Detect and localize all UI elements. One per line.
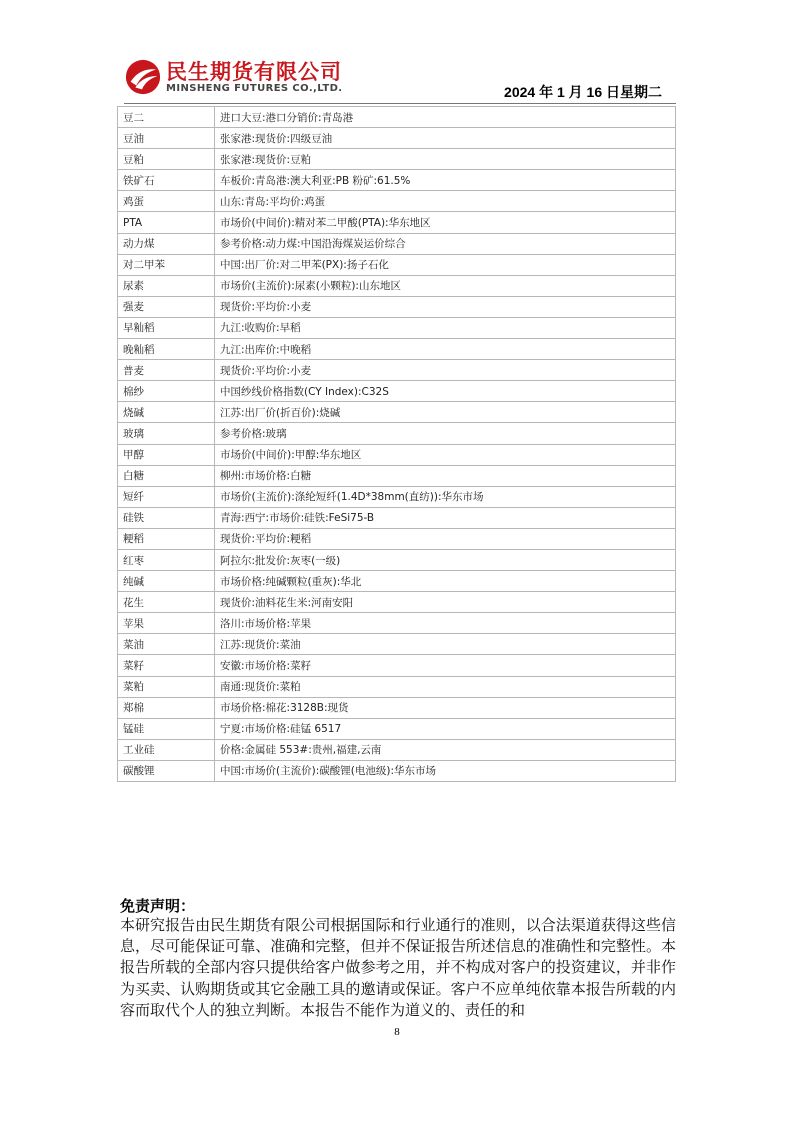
price-source-cell: 进口大豆:港口分销价:青岛港 bbox=[215, 107, 676, 128]
price-source-cell: 现货价:平均价:小麦 bbox=[215, 296, 676, 317]
table-row bbox=[118, 697, 676, 718]
price-source-cell: 市场价(主流价):尿素(小颗粒):山东地区 bbox=[215, 275, 676, 296]
price-source-cell: 宁夏:市场价格:硅锰 6517 bbox=[215, 718, 676, 739]
report-date: 2024 年 1 月 16 日星期二 bbox=[504, 84, 662, 100]
table-row bbox=[118, 128, 676, 149]
price-source-cell: 张家港:现货价:豆粕 bbox=[215, 149, 676, 170]
table-row bbox=[118, 212, 676, 233]
price-source-cell: 参考价格:玻璃 bbox=[215, 423, 676, 444]
table-row bbox=[118, 170, 676, 191]
price-source-cell: 现货价:平均价:粳稻 bbox=[215, 528, 676, 549]
table-row bbox=[118, 760, 676, 781]
price-source-cell: 九江:出库价:中晚稻 bbox=[215, 339, 676, 360]
price-source-cell: 柳州:市场价格:白糖 bbox=[215, 465, 676, 486]
variety-cell: 豆二 bbox=[118, 107, 215, 128]
table-row bbox=[118, 339, 676, 360]
variety-cell: 粳稻 bbox=[118, 528, 215, 549]
table-row bbox=[118, 676, 676, 697]
table-row bbox=[118, 191, 676, 212]
disclaimer-title: 免责声明： bbox=[120, 897, 196, 915]
table-row bbox=[118, 381, 676, 402]
price-source-table bbox=[117, 106, 676, 782]
price-source-cell: 江苏:现货价:菜油 bbox=[215, 634, 676, 655]
variety-cell: 硅铁 bbox=[118, 507, 215, 528]
variety-cell: 豆油 bbox=[118, 128, 215, 149]
price-source-cell: 江苏:出厂价(折百价):烧碱 bbox=[215, 402, 676, 423]
price-source-cell: 市场价格:棉花:3128B:现货 bbox=[215, 697, 676, 718]
table-row bbox=[118, 360, 676, 381]
price-source-cell: 洛川:市场价格:苹果 bbox=[215, 613, 676, 634]
price-source-cell: 山东:青岛:平均价:鸡蛋 bbox=[215, 191, 676, 212]
table-row bbox=[118, 486, 676, 507]
variety-cell: 花生 bbox=[118, 592, 215, 613]
variety-cell: 纯碱 bbox=[118, 571, 215, 592]
table-row bbox=[118, 613, 676, 634]
company-name-en: MINSHENG FUTURES CO.,LTD. bbox=[166, 83, 343, 94]
page-number: 8 bbox=[394, 1026, 400, 1038]
company-name-cn: 民生期货有限公司 bbox=[166, 60, 342, 84]
price-source-cell: 市场价(主流价):涤纶短纤(1.4D*38mm(直纺)):华东市场 bbox=[215, 486, 676, 507]
table-row bbox=[118, 465, 676, 486]
table-row bbox=[118, 423, 676, 444]
variety-cell: 白糖 bbox=[118, 465, 215, 486]
price-source-cell: 中国:市场价(主流价):碳酸锂(电池级):华东市场 bbox=[215, 760, 676, 781]
price-source-cell: 九江:收购价:早稻 bbox=[215, 317, 676, 338]
variety-cell: PTA bbox=[118, 212, 215, 233]
table-row bbox=[118, 718, 676, 739]
table-row bbox=[118, 592, 676, 613]
table-row bbox=[118, 655, 676, 676]
variety-cell: 菜粕 bbox=[118, 676, 215, 697]
price-source-cell: 市场价格:纯碱颗粒(重灰):华北 bbox=[215, 571, 676, 592]
table-row bbox=[118, 149, 676, 170]
table-row bbox=[118, 107, 676, 128]
page-header bbox=[124, 54, 676, 104]
variety-cell: 菜油 bbox=[118, 634, 215, 655]
table-row bbox=[118, 528, 676, 549]
price-source-cell: 张家港:现货价:四级豆油 bbox=[215, 128, 676, 149]
table-row bbox=[118, 549, 676, 570]
minsheng-logo-icon bbox=[124, 58, 162, 96]
table-row bbox=[118, 233, 676, 254]
table-row bbox=[118, 275, 676, 296]
variety-cell: 碳酸锂 bbox=[118, 760, 215, 781]
variety-cell: 对二甲苯 bbox=[118, 254, 215, 275]
price-source-cell: 参考价格:动力煤:中国沿海煤炭运价综合 bbox=[215, 233, 676, 254]
variety-cell: 强麦 bbox=[118, 296, 215, 317]
table-row bbox=[118, 402, 676, 423]
variety-cell: 锰硅 bbox=[118, 718, 215, 739]
variety-cell: 铁矿石 bbox=[118, 170, 215, 191]
variety-cell: 晚籼稻 bbox=[118, 339, 215, 360]
table-row bbox=[118, 444, 676, 465]
variety-cell: 郑棉 bbox=[118, 697, 215, 718]
variety-cell: 红枣 bbox=[118, 549, 215, 570]
variety-cell: 短纤 bbox=[118, 486, 215, 507]
price-source-cell: 南通:现货价:菜粕 bbox=[215, 676, 676, 697]
company-logo bbox=[124, 56, 364, 98]
price-source-cell: 市场价(中间价):甲醇:华东地区 bbox=[215, 444, 676, 465]
price-source-cell: 中国:出厂价:对二甲苯(PX):扬子石化 bbox=[215, 254, 676, 275]
variety-cell: 玻璃 bbox=[118, 423, 215, 444]
table-row bbox=[118, 507, 676, 528]
variety-cell: 鸡蛋 bbox=[118, 191, 215, 212]
table-row bbox=[118, 254, 676, 275]
table-row bbox=[118, 317, 676, 338]
price-source-cell: 现货价:油料花生米:河南安阳 bbox=[215, 592, 676, 613]
table-row bbox=[118, 571, 676, 592]
variety-cell: 工业硅 bbox=[118, 739, 215, 760]
price-source-cell: 安徽:市场价格:菜籽 bbox=[215, 655, 676, 676]
price-source-cell: 现货价:平均价:小麦 bbox=[215, 360, 676, 381]
price-source-cell: 价格:金属硅 553#:贵州,福建,云南 bbox=[215, 739, 676, 760]
variety-cell: 甲醇 bbox=[118, 444, 215, 465]
table-row bbox=[118, 739, 676, 760]
variety-cell: 棉纱 bbox=[118, 381, 215, 402]
table-row bbox=[118, 634, 676, 655]
header-divider bbox=[124, 103, 676, 104]
variety-cell: 菜籽 bbox=[118, 655, 215, 676]
variety-cell: 烧碱 bbox=[118, 402, 215, 423]
variety-cell: 普麦 bbox=[118, 360, 215, 381]
table-body bbox=[118, 107, 676, 782]
price-source-cell: 阿拉尔:批发价:灰枣(一级) bbox=[215, 549, 676, 570]
price-source-cell: 市场价(中间价):精对苯二甲酸(PTA):华东地区 bbox=[215, 212, 676, 233]
variety-cell: 动力煤 bbox=[118, 233, 215, 254]
variety-cell: 尿素 bbox=[118, 275, 215, 296]
variety-cell: 早籼稻 bbox=[118, 317, 215, 338]
price-source-cell: 中国纱线价格指数(CY Index):C32S bbox=[215, 381, 676, 402]
variety-cell: 苹果 bbox=[118, 613, 215, 634]
price-source-cell: 青海:西宁:市场价:硅铁:FeSi75-B bbox=[215, 507, 676, 528]
table-row bbox=[118, 296, 676, 317]
disclaimer-body: 本研究报告由民生期货有限公司根据国际和行业通行的准则，以合法渠道获得这些信息，尽可能保证可靠、准确和完整，但并不保证报告所述信息的准确性和完整性。本报告所载的全部内容只提供给客户做参考之用，并不构成对客户的投资建议，并非作为买卖、认购期货或其它金融工具的邀请或保证。客户不应单纯依靠本报告所载的内容而取代个人的独立判断。本报告不能作为道义的、责任的和 bbox=[120, 916, 676, 1019]
variety-cell: 豆粕 bbox=[118, 149, 215, 170]
price-source-cell: 车板价:青岛港:澳大利亚:PB 粉矿:61.5% bbox=[215, 170, 676, 191]
